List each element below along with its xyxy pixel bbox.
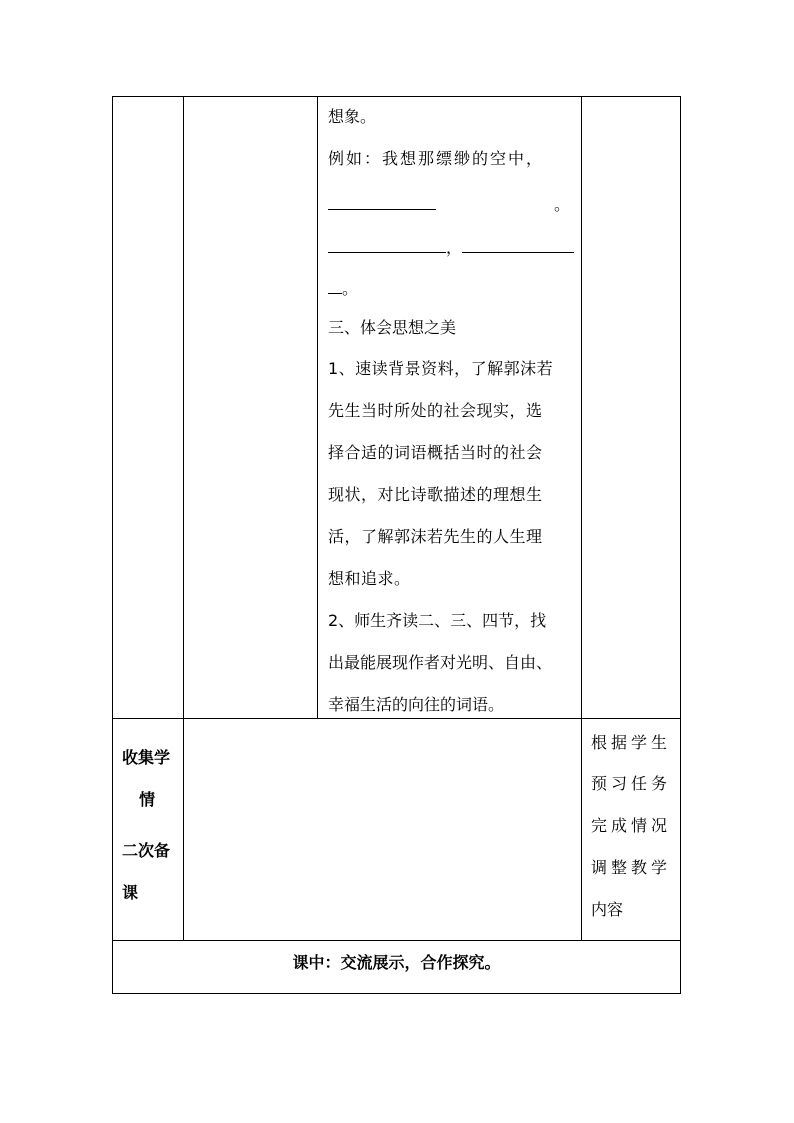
period: 。: [342, 279, 359, 298]
note-line: 内容: [591, 900, 624, 919]
fill-blank: [328, 193, 436, 210]
text-line: 现状，对比诗歌描述的理想生: [328, 485, 543, 504]
text-line: 活，了解郭沫若先生的人生理: [328, 527, 543, 546]
row1-col4: [581, 96, 681, 719]
row-label-line: 情: [139, 790, 156, 809]
section-heading: 三、体会思想之美: [328, 318, 457, 337]
blank-line-3: [328, 277, 358, 299]
text-line: 2、师生齐读二、三、四节，找: [328, 611, 547, 630]
row1-col1: [112, 96, 184, 719]
row-label-line: 课: [122, 883, 139, 902]
text-line: 择合适的词语概括当时的社会: [328, 443, 543, 462]
comma: ，: [446, 238, 463, 257]
text-line: 例如：我想那缥缈的空中，: [328, 149, 545, 168]
text-line: 幸福生活的向往的词语。: [328, 695, 505, 714]
note-line: 根据学生: [591, 733, 672, 752]
row1-col2: [183, 96, 318, 719]
section-heading: 课中：交流展示，合作探究。: [292, 953, 501, 972]
blank-line-1: [328, 193, 570, 215]
text-line: 1、速读背景资料，了解郭沫若: [328, 359, 554, 378]
fill-blank: [462, 236, 574, 253]
text-line: 想象。: [328, 107, 377, 126]
row-label-line: 收集学: [122, 748, 171, 767]
text-line: 先生当时所处的社会现实，选: [328, 401, 543, 420]
row2-content-cell: [183, 718, 582, 941]
period: 。: [554, 195, 571, 214]
fill-blank: [328, 236, 446, 253]
note-line: 完成情况: [591, 816, 672, 835]
text-line: 想和追求。: [328, 569, 411, 588]
fill-blank: [328, 277, 342, 294]
blank-line-2: [328, 236, 574, 258]
row-label-line: 二次备: [122, 841, 171, 860]
text-line: 出最能展现作者对光明、自由、: [328, 653, 553, 672]
note-line: 预习任务: [591, 774, 672, 793]
note-line: 调整教学: [591, 858, 672, 877]
